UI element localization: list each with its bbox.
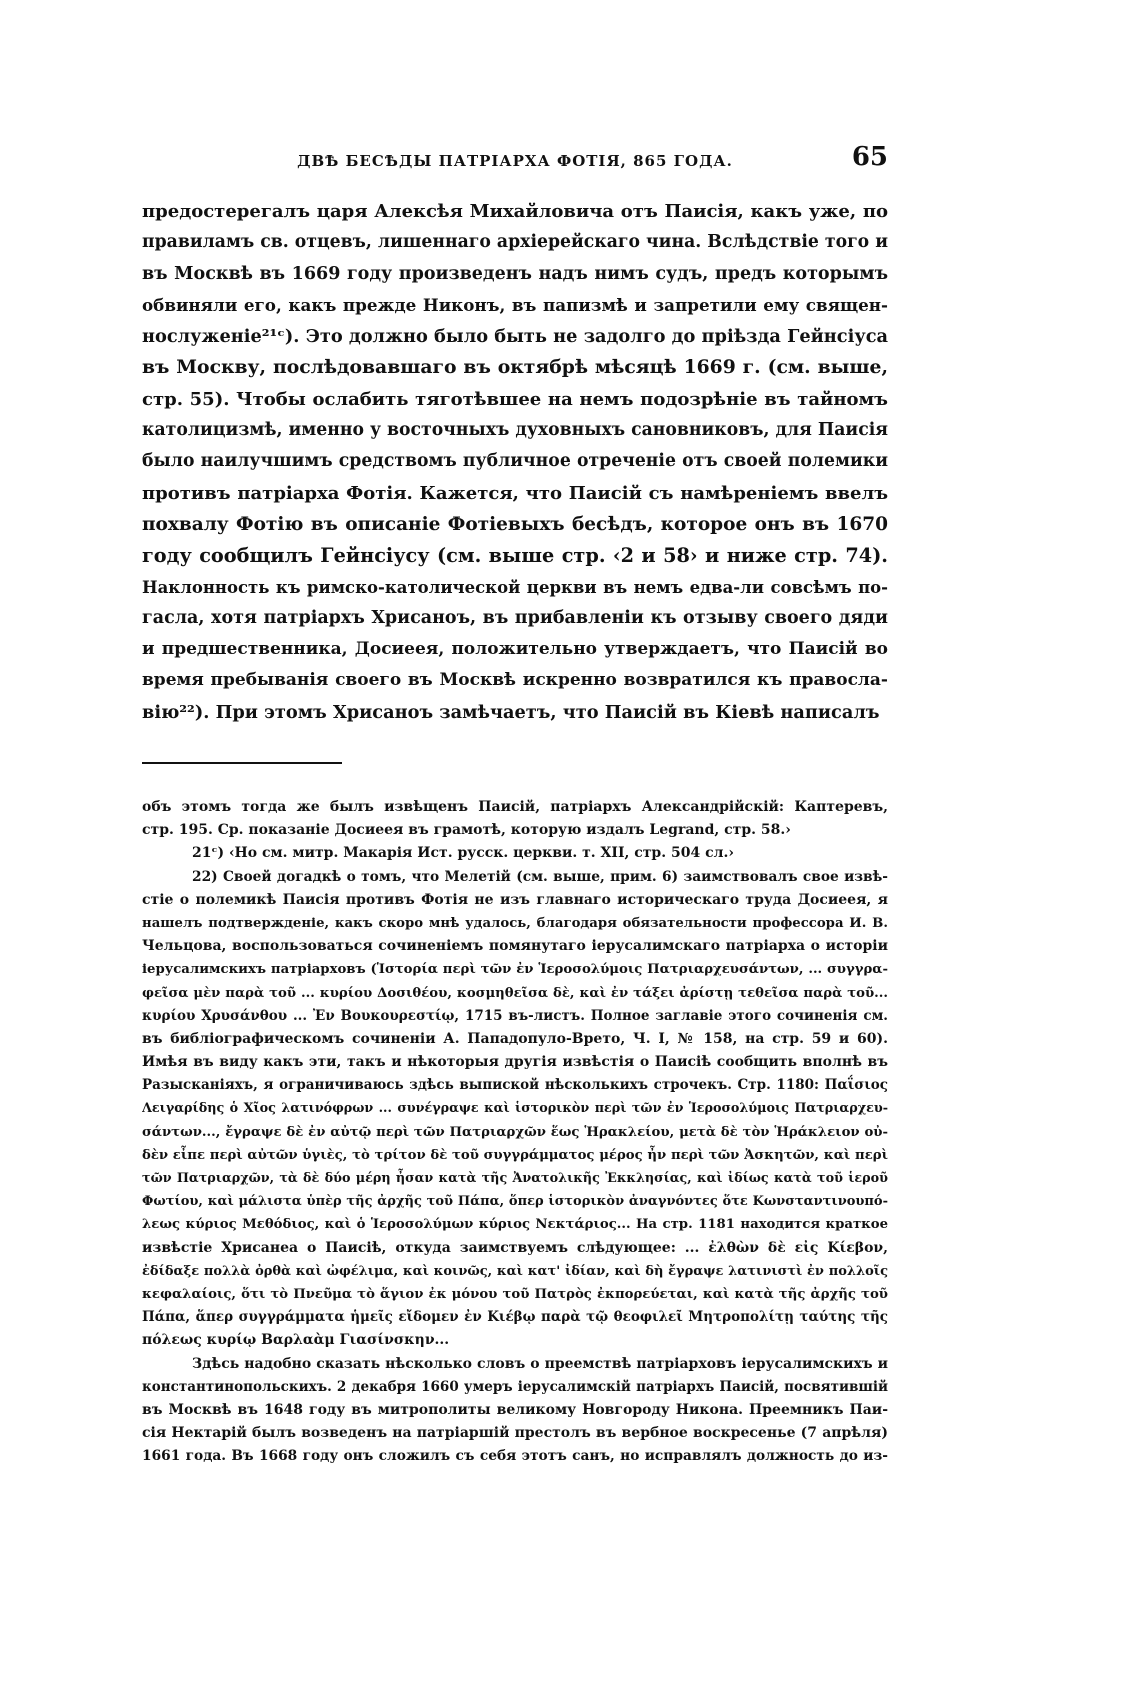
footnote-line: Λειγαρίδης ὁ Χῖος λατινόφρων ... συνέγραψε καὶ ἱστορικὸν περὶ τῶν ἐν Ἱεροσολύμοις Πατριαρχευ- xyxy=(142,1101,888,1117)
footnote-line: λεως κύριος Μεθόδιος, καὶ ὁ Ἱεροσολύμων κύριος Νεκτάριος... На стр. 1181 находится краткое xyxy=(142,1217,888,1233)
text-line: году сообщилъ Гейнсіусу (см. выше стр. ‹2 и 58› и ниже стр. 74). xyxy=(142,544,888,568)
footnote-line: въ библіографическомъ сочиненіи А. Пападопуло-Врето, Ч. I, № 158, на стр. 59 и 60). xyxy=(142,1030,888,1047)
footnote-line: въ Москвѣ въ 1648 году въ митрополиты великому Новгороду Никона. Преемникъ Паи- xyxy=(142,1401,888,1418)
footnote-line: κυρίου Χρυσάνθου ... Ἐν Βουκουρεστίῳ, 1715 въ-листъ. Полное заглавіе этого сочиненія см. xyxy=(142,1007,888,1024)
footnote-line: нашелъ подтвержденіе, какъ скоро мнѣ удалось, благодаря обязательности профессора И. В. xyxy=(142,915,888,931)
footnote-line: извѣстіе Хрисанеа о Паисіѣ, откуда заимствуемъ слѣдующее: ... ἐλθὼν δὲ εἰς Κίεβον, xyxy=(142,1239,888,1256)
text-line: было наилучшимъ средствомъ публичное отреченіе отъ своей полемики xyxy=(142,451,888,472)
footnote-line: Φωτίου, καὶ μάλιστα ὑπὲρ τῆς ἀρχῆς τοῦ Πάπα, ὅπερ ἱστορικὸν ἀναγνόντες ὅτε Κωνσταντινουπό- xyxy=(142,1194,888,1210)
footnote-line: іерусалимскихъ патріарховъ (Ἱστορία περὶ τῶν ἐν Ἱεροσολύμοις Πατριαρχευσάντων, ... συγγρα- xyxy=(142,962,888,978)
footnote-line: стіе о полемикѣ Паисія противъ Фотія не изъ главнаго историческаго труда Досиеея, я xyxy=(142,891,888,908)
footnote-line: δὲν εἶπε περὶ αὐτῶν ὑγιὲς, τὸ τρίτον δὲ τοῦ συγγράμματος μέρος ἦν περὶ τῶν Ἀσκητῶν, καὶ περὶ xyxy=(142,1147,888,1163)
text-line: и предшественника, Досиеея, положительно утверждаетъ, что Паисій во xyxy=(142,639,888,660)
footnote-line: πόλεως κυρίῳ Βαρλαὰμ Γιασίνσκην... xyxy=(142,1332,450,1349)
footnote-line: сія Нектарій былъ возведенъ на патріаршій престолъ въ вербное воскресенье (7 апрѣля) xyxy=(142,1425,888,1442)
text-line: похвалу Фотію въ описаніе Фотіевыхъ бесѣдъ, которое онъ въ 1670 xyxy=(142,513,888,535)
text-line: нослуженіе²¹ᶜ). Это должно было быть не задолго до пріѣзда Гейнсіуса xyxy=(142,326,888,348)
footnote-line: Чельцова, воспользоваться сочиненіемъ помянутаго іерусалимскаго патріарха о исторіи xyxy=(142,938,888,955)
text-line: стр. 55). Чтобы ослабить тяготѣвшее на немъ подозрѣніе въ тайномъ xyxy=(142,388,888,410)
footnote-line: константинопольскихъ. 2 декабря 1660 умеръ іерусалимскій патріархъ Паисій, посвятившій xyxy=(142,1378,888,1395)
text-line: предостерегалъ царя Алексѣя Михайловича отъ Паисія, какъ уже, по xyxy=(142,201,888,222)
footnote-line: 1661 года. Въ 1668 году онъ сложилъ съ себя этотъ санъ, но исправлялъ должность до из- xyxy=(142,1448,888,1465)
footnote-line: 22) Своей догадкѣ о томъ, что Мелетій (см. выше, прим. 6) заимствовалъ свое извѣ- xyxy=(192,868,888,885)
footnote-divider xyxy=(142,762,342,764)
footnote-line: 21ᶜ) ‹Но см. митр. Макарія Ист. русск. церкви. т. XII, стр. 504 сл.› xyxy=(192,845,734,862)
footnote-line: стр. 195. Ср. показаніе Досиеея въ грамотѣ, которую издалъ Legrand, стр. 58.› xyxy=(142,822,791,839)
text-line: время пребыванія своего въ Москвѣ искренно возвратился къ правосла- xyxy=(142,670,888,691)
text-line: католицизмѣ, именно у восточныхъ духовныхъ сановниковъ, для Паисія xyxy=(142,420,888,441)
footnote-line: Разысканіяхъ, я ограничиваюсь здѣсь выпиской нѣсколькихъ строчекъ. Стр. 1180: Παΐσιος xyxy=(142,1077,888,1094)
footnote-line: объ этомъ тогда же былъ извѣщенъ Паисій, патріархъ Александрійскій: Каптеревъ, xyxy=(142,799,888,815)
footnote-line: Имѣя въ виду какъ эти, такъ и нѣкоторыя другія извѣстія о Паисіѣ сообщить вполнѣ въ xyxy=(142,1054,888,1071)
footnote-line: Πάπα, ἅπερ συγγράμματα ἡμεῖς εἴδομεν ἐν Κιέβῳ παρὰ τῷ θεοφιλεῖ Μητροπολίτῃ ταύτης τῆς xyxy=(142,1309,888,1326)
page-header xyxy=(142,142,888,182)
text-line: противъ патріарха Фотія. Кажется, что Паисій съ намѣреніемъ ввелъ xyxy=(142,482,888,504)
text-line: правиламъ св. отцевъ, лишеннаго архіерейскаго чина. Вслѣдствіе того и xyxy=(142,232,888,253)
page-number: 65 xyxy=(851,142,888,172)
text-line: вію²²). При этомъ Хрисаноъ замѣчаетъ, что Паисій въ Кіевѣ написалъ xyxy=(142,701,880,723)
text-line: въ Москвѣ въ 1669 году произведенъ надъ нимъ судъ, предъ которымъ xyxy=(142,263,888,284)
footnote-line: Здѣсь надобно сказать нѣсколько словъ о преемствѣ патріарховъ іерусалимскихъ и xyxy=(192,1355,888,1372)
text-line: въ Москву, послѣдовавшаго въ октябрѣ мѣсяцѣ 1669 г. (см. выше, xyxy=(142,356,888,379)
footnote-line: σάντων..., ἔγραψε δὲ ἐν αὐτῷ περὶ τῶν Πατριαρχῶν ἕως Ἡρακλείου, μετὰ δὲ τὸν Ἡράκλειον οὐ- xyxy=(142,1124,888,1140)
main-text xyxy=(142,196,888,728)
footnote-line: φεῖσα μὲν παρὰ τοῦ ... κυρίου Δοσιθέου, κοσμηθεῖσα δὲ, καὶ ἐν τάξει ἀρίστῃ τεθεῖσα παρὰ τοῦ... xyxy=(142,985,888,1001)
running-head: ДВѢ БЕСѢДЫ ПАТРІАРХА ФОТІЯ, 865 ГОДА. xyxy=(297,152,733,170)
footnote-line: ἐδίδαξε πολλὰ ὀρθὰ καὶ ὠφέλιμα, καὶ κοινῶς, καὶ κατ' ἰδίαν, καὶ δὴ ἔγραψε λατινιστὶ ἐν πολλοῖς xyxy=(142,1263,888,1279)
footnote-line: τῶν Πατριαρχῶν, τὰ δὲ δύο μέρη ἦσαν κατὰ τῆς Ἀνατολικῆς Ἐκκλησίας, καὶ ἰδίως κατὰ τοῦ ἱεροῦ xyxy=(142,1171,888,1186)
text-line: Наклонность къ римско-католической церкви въ немъ едва-ли совсѣмъ по- xyxy=(142,577,888,597)
text-line: обвиняли его, какъ прежде Никонъ, въ папизмѣ и запретили ему священ- xyxy=(142,294,888,315)
text-line: гасла, хотя патріархъ Хрисаноъ, въ прибавленіи къ отзыву своего дяди xyxy=(142,607,888,628)
footnote-line: κεφαλαίοις, ὅτι τὸ Πνεῦμα τὸ ἅγιον ἐκ μόνου τοῦ Πατρὸς ἐκπορεύεται, καὶ κατὰ τῆς ἀρχῆς τοῦ xyxy=(142,1286,888,1302)
footnotes xyxy=(142,796,888,1468)
